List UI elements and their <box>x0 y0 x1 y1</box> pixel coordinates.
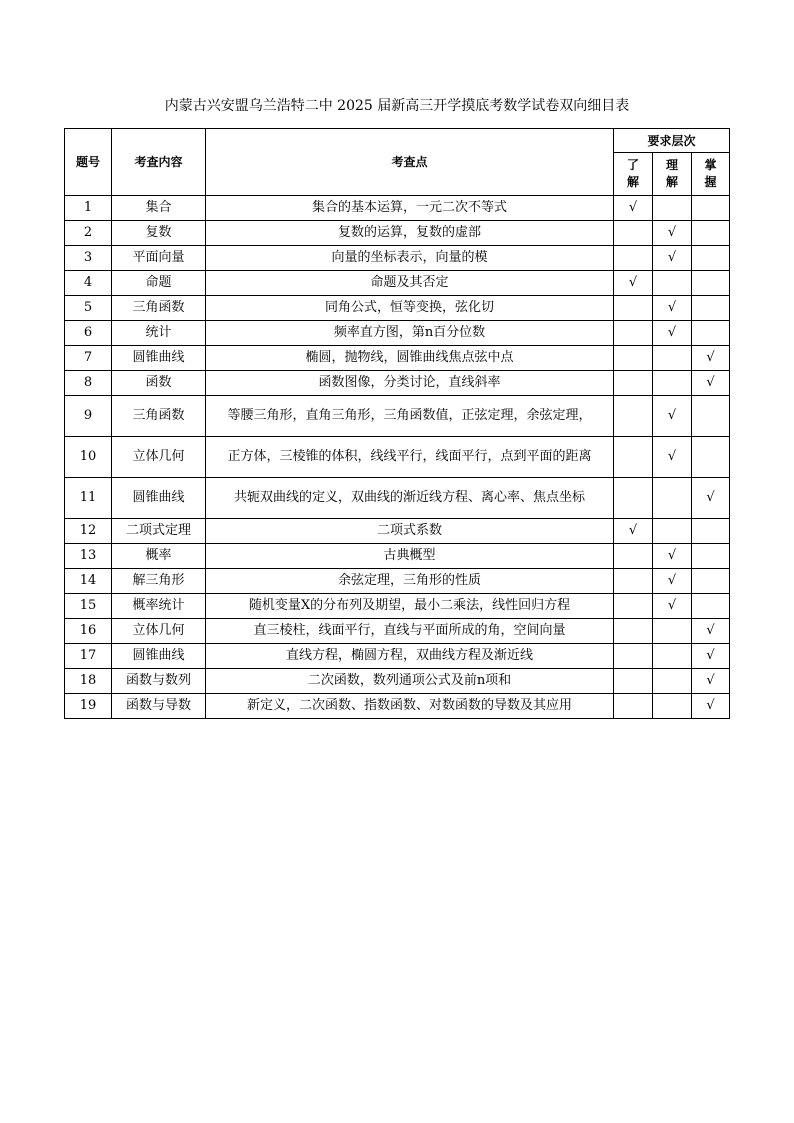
level-comprehend-cell <box>653 371 692 396</box>
level-master-cell: √ <box>692 644 730 669</box>
content-cell: 立体几何 <box>112 619 206 644</box>
level-master-cell <box>692 569 730 594</box>
level-understand-cell: √ <box>614 196 653 221</box>
header-level-master: 掌握 <box>692 153 730 196</box>
table-row <box>65 271 730 296</box>
level-comprehend-cell <box>653 346 692 371</box>
level-understand-cell <box>614 246 653 271</box>
level-master-cell <box>692 594 730 619</box>
level-understand-cell <box>614 478 653 519</box>
level-master-cell <box>692 437 730 478</box>
point-cell: 集合的基本运算，一元二次不等式 <box>206 196 614 221</box>
level-understand-cell <box>614 346 653 371</box>
table-row <box>65 196 730 221</box>
level-master-cell: √ <box>692 669 730 694</box>
level-comprehend-cell <box>653 519 692 544</box>
point-cell: 随机变量X的分布列及期望，最小二乘法，线性回归方程 <box>206 594 614 619</box>
point-cell: 古典概型 <box>206 544 614 569</box>
point-cell: 同角公式，恒等变换，弦化切 <box>206 296 614 321</box>
content-cell: 概率统计 <box>112 594 206 619</box>
question-number: 1 <box>65 196 112 221</box>
content-cell: 函数与数列 <box>112 669 206 694</box>
level-understand-cell: √ <box>614 519 653 544</box>
question-number: 2 <box>65 221 112 246</box>
level-comprehend-cell <box>653 644 692 669</box>
point-cell: 新定义，二次函数、指数函数、对数函数的导数及其应用 <box>206 694 614 719</box>
level-understand-cell <box>614 396 653 437</box>
level-understand-cell <box>614 619 653 644</box>
question-number: 13 <box>65 544 112 569</box>
level-understand-cell <box>614 437 653 478</box>
level-comprehend-cell: √ <box>653 544 692 569</box>
level-master-cell <box>692 196 730 221</box>
point-cell: 函数图像，分类讨论，直线斜率 <box>206 371 614 396</box>
point-cell: 二项式系数 <box>206 519 614 544</box>
specification-table <box>64 128 730 719</box>
level-comprehend-cell: √ <box>653 221 692 246</box>
level-master-cell: √ <box>692 371 730 396</box>
level-comprehend-cell <box>653 271 692 296</box>
point-cell: 直三棱柱，线面平行，直线与平面所成的角，空间向量 <box>206 619 614 644</box>
level-master-cell <box>692 396 730 437</box>
level-comprehend-cell <box>653 196 692 221</box>
question-number: 8 <box>65 371 112 396</box>
question-number: 6 <box>65 321 112 346</box>
question-number: 12 <box>65 519 112 544</box>
table-row <box>65 371 730 396</box>
table-row <box>65 644 730 669</box>
content-cell: 概率 <box>112 544 206 569</box>
level-comprehend-cell: √ <box>653 437 692 478</box>
level-comprehend-cell: √ <box>653 594 692 619</box>
point-cell: 正方体，三棱锥的体积，线线平行，线面平行，点到平面的距离 <box>206 437 614 478</box>
content-cell: 函数 <box>112 371 206 396</box>
table-row <box>65 396 730 437</box>
level-understand-cell <box>614 544 653 569</box>
table-body <box>65 196 730 719</box>
level-comprehend-cell <box>653 669 692 694</box>
table-row <box>65 619 730 644</box>
table-row <box>65 669 730 694</box>
table-row <box>65 544 730 569</box>
level-comprehend-cell: √ <box>653 396 692 437</box>
question-number: 14 <box>65 569 112 594</box>
table-row <box>65 296 730 321</box>
point-cell: 命题及其否定 <box>206 271 614 296</box>
point-cell: 等腰三角形，直角三角形，三角函数值，正弦定理，余弦定理， <box>206 396 614 437</box>
question-number: 9 <box>65 396 112 437</box>
point-cell: 直线方程，椭圆方程，双曲线方程及渐近线 <box>206 644 614 669</box>
question-number: 15 <box>65 594 112 619</box>
header-content: 考查内容 <box>112 129 206 196</box>
point-cell: 余弦定理，三角形的性质 <box>206 569 614 594</box>
header-number: 题号 <box>65 129 112 196</box>
level-understand-cell <box>614 371 653 396</box>
content-cell: 复数 <box>112 221 206 246</box>
content-cell: 集合 <box>112 196 206 221</box>
point-cell: 共轭双曲线的定义，双曲线的渐近线方程、离心率、焦点坐标 <box>206 478 614 519</box>
page-title: 内蒙古兴安盟乌兰浩特二中 2025 届新高三开学摸底考数学试卷双向细目表 <box>164 98 630 114</box>
content-cell: 统计 <box>112 321 206 346</box>
table-row <box>65 569 730 594</box>
level-master-cell <box>692 519 730 544</box>
level-master-cell <box>692 296 730 321</box>
level-master-cell <box>692 321 730 346</box>
table-row <box>65 246 730 271</box>
table-row <box>65 221 730 246</box>
question-number: 4 <box>65 271 112 296</box>
level-comprehend-cell <box>653 478 692 519</box>
table-row <box>65 694 730 719</box>
level-understand-cell <box>614 694 653 719</box>
level-master-cell <box>692 246 730 271</box>
question-number: 17 <box>65 644 112 669</box>
level-master-cell: √ <box>692 478 730 519</box>
content-cell: 立体几何 <box>112 437 206 478</box>
content-cell: 二项式定理 <box>112 519 206 544</box>
level-comprehend-cell <box>653 694 692 719</box>
level-understand-cell <box>614 669 653 694</box>
table-row <box>65 321 730 346</box>
level-comprehend-cell: √ <box>653 321 692 346</box>
table-row <box>65 437 730 478</box>
level-comprehend-cell: √ <box>653 246 692 271</box>
level-master-cell <box>692 544 730 569</box>
question-number: 5 <box>65 296 112 321</box>
level-master-cell: √ <box>692 346 730 371</box>
question-number: 19 <box>65 694 112 719</box>
content-cell: 圆锥曲线 <box>112 478 206 519</box>
question-number: 7 <box>65 346 112 371</box>
level-master-cell <box>692 221 730 246</box>
header-level-comprehend: 理解 <box>653 153 692 196</box>
header-points: 考查点 <box>206 129 614 196</box>
content-cell: 命题 <box>112 271 206 296</box>
level-master-cell: √ <box>692 619 730 644</box>
table-row <box>65 594 730 619</box>
level-comprehend-cell: √ <box>653 296 692 321</box>
level-understand-cell: √ <box>614 271 653 296</box>
level-understand-cell <box>614 296 653 321</box>
content-cell: 圆锥曲线 <box>112 346 206 371</box>
table-row <box>65 346 730 371</box>
content-cell: 三角函数 <box>112 396 206 437</box>
level-understand-cell <box>614 221 653 246</box>
level-comprehend-cell: √ <box>653 569 692 594</box>
point-cell: 椭圆，抛物线，圆锥曲线焦点弦中点 <box>206 346 614 371</box>
level-understand-cell <box>614 644 653 669</box>
point-cell: 频率直方图，第n百分位数 <box>206 321 614 346</box>
header-level: 要求层次 <box>614 129 730 153</box>
point-cell: 二次函数，数列通项公式及前n项和 <box>206 669 614 694</box>
content-cell: 函数与导数 <box>112 694 206 719</box>
level-understand-cell <box>614 594 653 619</box>
question-number: 16 <box>65 619 112 644</box>
question-number: 3 <box>65 246 112 271</box>
content-cell: 三角函数 <box>112 296 206 321</box>
point-cell: 复数的运算，复数的虚部 <box>206 221 614 246</box>
content-cell: 平面向量 <box>112 246 206 271</box>
content-cell: 圆锥曲线 <box>112 644 206 669</box>
table-row <box>65 519 730 544</box>
level-master-cell <box>692 271 730 296</box>
table-row <box>65 478 730 519</box>
level-understand-cell <box>614 321 653 346</box>
point-cell: 向量的坐标表示，向量的模 <box>206 246 614 271</box>
level-master-cell: √ <box>692 694 730 719</box>
question-number: 11 <box>65 478 112 519</box>
level-understand-cell <box>614 569 653 594</box>
header-level-understand: 了解 <box>614 153 653 196</box>
question-number: 10 <box>65 437 112 478</box>
question-number: 18 <box>65 669 112 694</box>
content-cell: 解三角形 <box>112 569 206 594</box>
level-comprehend-cell <box>653 619 692 644</box>
